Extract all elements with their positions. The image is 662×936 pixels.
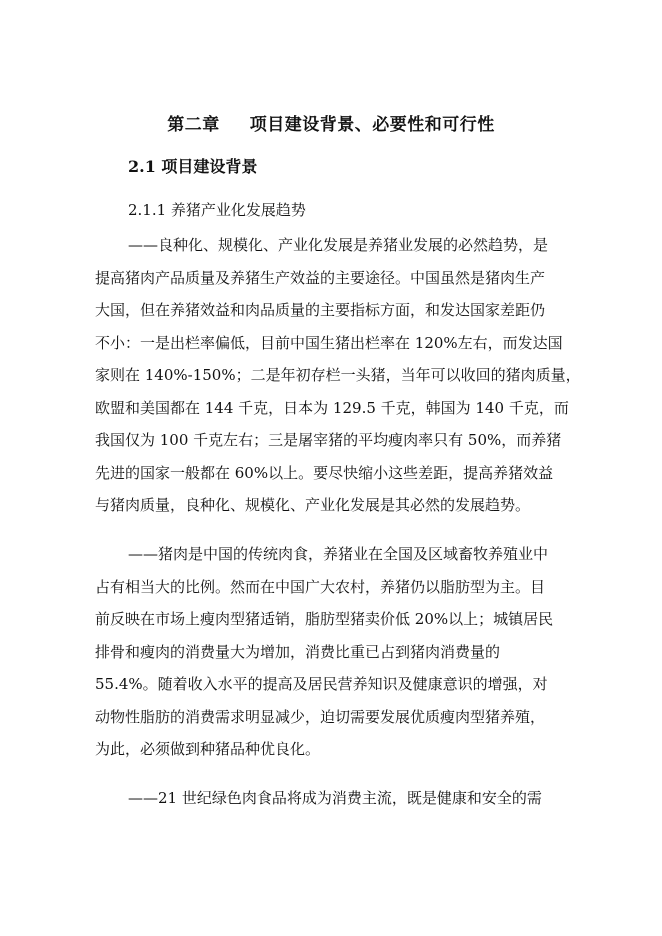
paragraph-line: 前反映在市场上瘦肉型猪适销，脂肪型猪卖价低 20%以上；城镇居民	[95, 610, 554, 628]
paragraph-3	[95, 782, 575, 815]
paragraph-line: 大国，但在养猪效益和肉品质量的主要指标方面，和发达国家差距仍	[95, 301, 546, 319]
paragraph-line: 为此，必须做到种猪品种优良化。	[95, 740, 321, 758]
chapter-heading: 项目建设背景、必要性和可行性	[249, 115, 495, 135]
subsection-title: 2.1.1 养猪产业化发展趋势	[128, 201, 306, 219]
paragraph-line: 欧盟和美国都在 144 千克，日本为 129.5 千克，韩国为 140 千克，而	[95, 398, 569, 417]
paragraph-line: ——猪肉是中国的传统肉食，养猪业在全国及区域畜牧养殖业中	[128, 545, 549, 563]
chapter-number: 第二章	[167, 115, 220, 135]
paragraph-line: 我国仅为 100 千克左右；三是屠宰猪的平均瘦肉率只有 50%，而养猪	[95, 431, 562, 449]
paragraph-line: 55.4%。随着收入水平的提高及居民营养知识及健康意识的增强，对	[95, 675, 548, 693]
paragraph-line: 动物性脂肪的消费需求明显减少，迫切需要发展优质瘦肉型猪养殖，	[95, 707, 546, 726]
section-title: 2.1 项目建设背景	[128, 157, 258, 176]
paragraph-line: ——21 世纪绿色肉食品将成为消费主流，既是健康和安全的需	[128, 789, 542, 807]
paragraph-1	[95, 229, 581, 522]
paragraph-2	[95, 538, 575, 766]
paragraph-line: 家则在 140%-150%；二是年初存栏一头猪，当年可以收回的猪肉质量，	[95, 366, 581, 384]
paragraph-line: 与猪肉质量，良种化、规模化、产业化发展是其必然的发展趋势。	[95, 496, 531, 514]
paragraph-line: ——良种化、规模化、产业化发展是养猪业发展的必然趋势，是	[128, 236, 549, 254]
chapter-title	[0, 110, 662, 135]
paragraph-line: 先进的国家一般都在 60%以上。要尽快缩小这些差距，提高养猪效益	[95, 463, 554, 482]
paragraph-line: 占有相当大的比例。然而在中国广大农村，养猪仍以脂肪型为主。目	[95, 577, 546, 596]
paragraph-line: 提高猪肉产品质量及养猪生产效益的主要途径。中国虽然是猪肉生产	[95, 268, 546, 287]
paragraph-line: 不小：一是出栏率偏低，目前中国生猪出栏率在 120%左右，而发达国	[95, 333, 563, 352]
paragraph-line: 排骨和瘦肉的消费量大为增加，消费比重已占到猪肉消费量的	[95, 642, 501, 661]
